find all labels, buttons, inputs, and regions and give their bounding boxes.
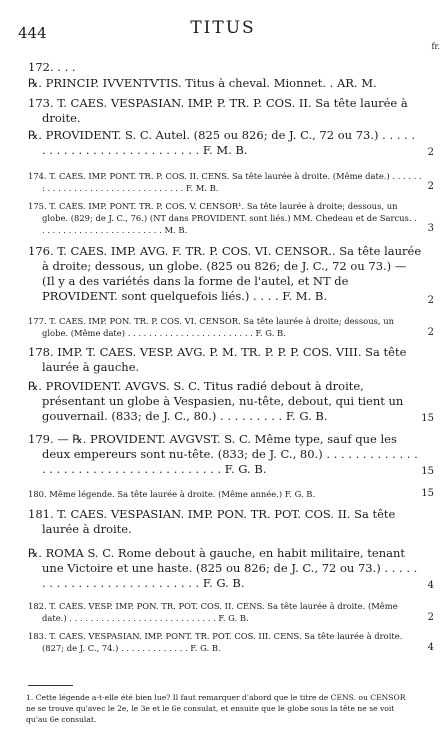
entry-177: 177. T. CAES. IMP. PON. TR. P. COS. VI. CENSOR. Sa tête laurée à droite; dessous, un globe. (Même date) . . . . . . . . . . . . . . . . . . . . . . . . F. G. B. bbox=[28, 316, 395, 338]
corner-mark: fr. bbox=[431, 42, 440, 51]
entry-value: 2 bbox=[427, 181, 434, 192]
entry-178-reverse: ℞. PROVIDENT. AVGVS. S. C. Titus radié debout à droite, présentant un globe à Vespasien, nu-tête, debout, qui tient un gouvernail. (833; de J. C., 80.) . . . . . . . . . F. G. B. bbox=[28, 379, 404, 423]
entry-183: 183. T. CAES. VESPASIAN. IMP. PONT. TR. POT. COS. III. CENS. Sa tête laurée à droite. (827; de J. C., 74.) . . . . . . . . . . . . . F. G. B. bbox=[28, 631, 403, 653]
entry-173: 173. T. CAES. VESPASIAN. IMP. P. TR. P. COS. II. Sa tête laurée à droite. bbox=[28, 96, 408, 125]
entry-value: 4 bbox=[427, 642, 434, 653]
page-number: 444 bbox=[18, 24, 47, 42]
entry-173-reverse: ℞. PROVIDENT. S. C. Autel. (825 ou 826; de J. C., 72 ou 73.) . . . . . . . . . . . . . . . . . . . . . . . . . . . F. M. B. bbox=[28, 128, 416, 157]
entry-181-reverse: ℞. ROMA S. C. Rome debout à gauche, en habit militaire, tenant une Victoire et une haste. (825 ou 826; de J. C., 72 ou 73.) . . . . . . . . . . . . . . . . . . . . . . . . . . . F. G. B. bbox=[28, 546, 418, 590]
entry-value: 15 bbox=[421, 413, 434, 424]
entry-value: 3 bbox=[427, 223, 434, 234]
footnote-rule bbox=[28, 685, 73, 686]
entry-value: 2 bbox=[427, 295, 434, 306]
entry-value: 2 bbox=[427, 147, 434, 158]
entry-181: 181. T. CAES. VESPASIAN. IMP. PON. TR. POT. COS. II. Sa tête laurée à droite. bbox=[28, 507, 396, 536]
entry-175: 175. T. CAES. IMP. PONT. TR. P. COS. V. CENSOR¹. Sa tête laurée à droite; dessous, un globe. (829; de J. C., 76.) (NT dans PROVIDENT. sont liés.) MM. Chedeau et de Sarcus. . . . . . . . . . . . . . . . . . . . . . . . . M. B. bbox=[28, 201, 417, 235]
entry-174: 174. T. CAES. IMP. PONT. TR. P. COS. II. CENS. Sa tête laurée à droite. (Même date.) . . . . . . : . . . . . . . . . . . . . . . . . . . . . . . . . . F. M. B. bbox=[28, 171, 422, 193]
entry-172-reverse: ℞. PRINCIP. IVVENTVTIS. Titus à cheval. Mionnet. . AR. M. bbox=[28, 76, 377, 90]
entry-178: 178. IMP. T. CAES. VESP. AVG. P. M. TR. P. P. P. COS. VIII. Sa tête laurée à gauche. bbox=[28, 345, 407, 374]
entry-176: 176. T. CAES. IMP. AVG. F. TR. P. COS. VI. CENSOR.. Sa tête laurée à droite; dessous, un globe. (825 ou 826; de J. C., 72 ou 73.) — (Il y a des variétés dans la forme de l'autel, et NT de PROVIDENT. sont quelquefois liés.) . . . . F. M. B. bbox=[28, 244, 422, 303]
entry-value: 4 bbox=[427, 580, 434, 591]
entry-179: 179. — ℞. PROVIDENT. AVGVST. S. C. Même type, sauf que les deux empereurs sont nu-tête. (833; de J. C., 80.) . . . . . . . . . . . . . . . . . . . . . . . . . . . . . . . . . . . . . . F. G. B. bbox=[28, 432, 418, 476]
entry-value: 2 bbox=[427, 327, 434, 338]
entry-180: 180. Même légende. Sa tête laurée à droite. (Même année.) F. G. B. bbox=[28, 489, 316, 499]
entry-value: 15 bbox=[421, 466, 434, 477]
entry-182: 182. T. CAES. VESP. IMP. PON. TR. POT. COS. II. CENS. Sa tête laurée à droite. (Même date.) . . . . . . . . . . . . . . . . . . . . . . . . . . . . F. G. B. bbox=[28, 601, 398, 623]
page-title: TITUS bbox=[190, 18, 256, 38]
footnote: 1. Cette légende a-t-elle été bien lue? Il faut remarquer d'abord que le titre de CENS. ou CENSOR ne se trouve qu'avec le 2e, le 3e et le 6e consulat, et ensuite que le globe sous la tête ne se voit qu'au 6e consulat. bbox=[26, 693, 406, 724]
entry-172: 172. . . . bbox=[28, 60, 76, 74]
entry-value: 15 bbox=[421, 488, 434, 499]
entry-value: 2 bbox=[427, 612, 434, 623]
